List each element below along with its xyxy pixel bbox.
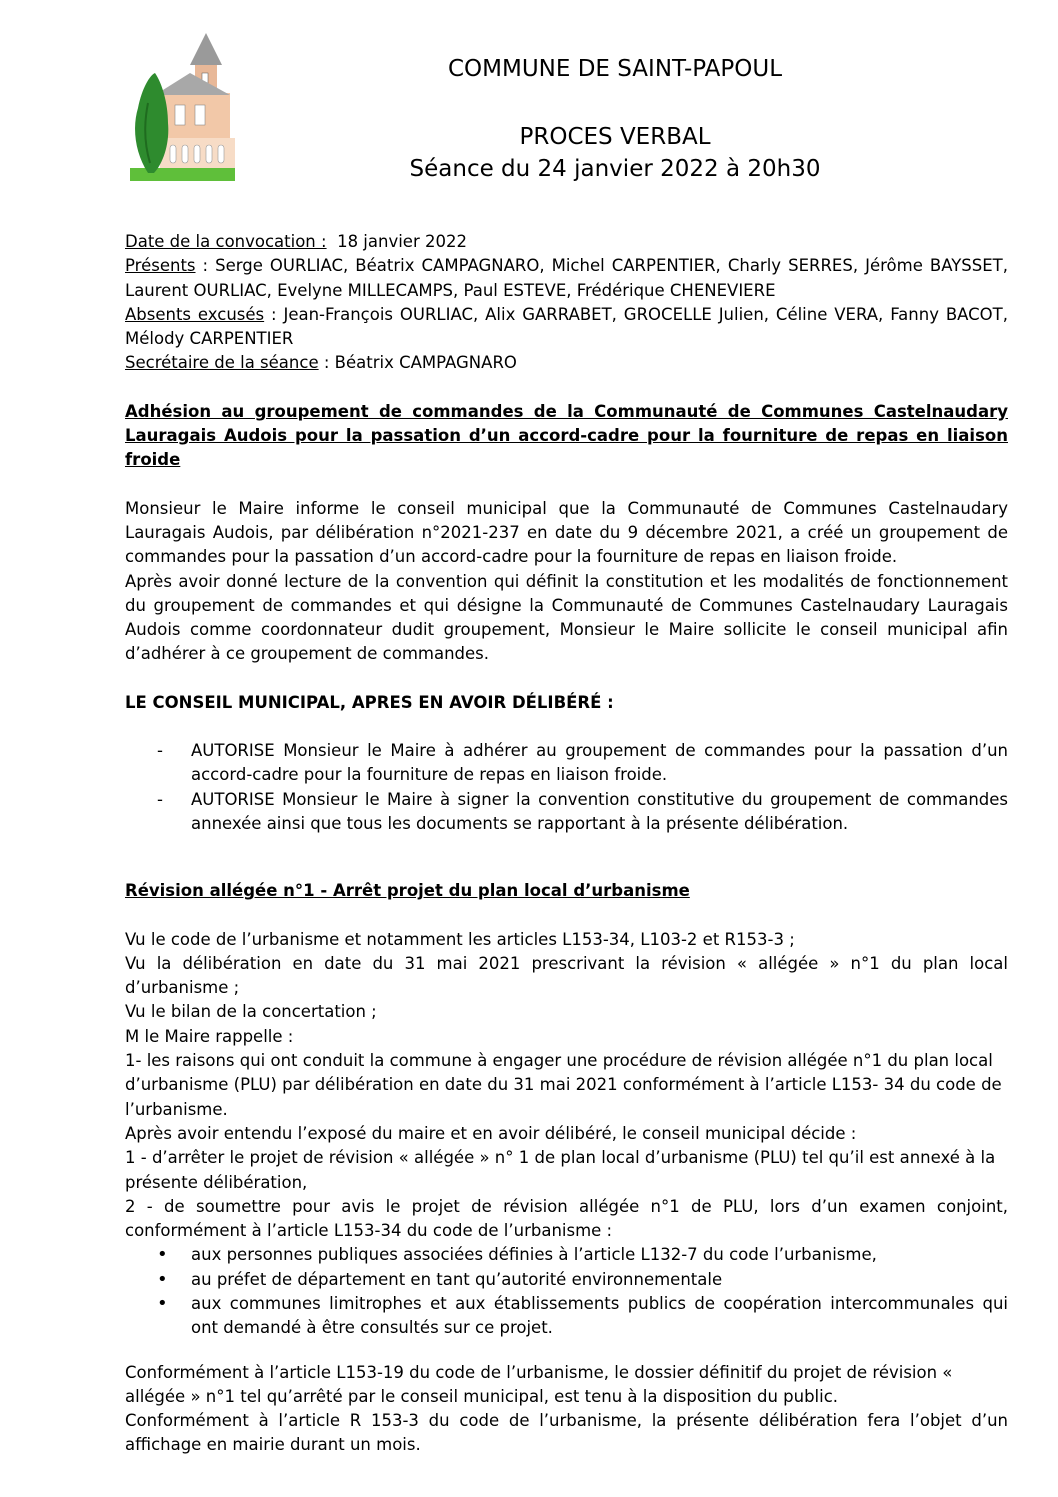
document-body (125, 230, 1008, 1458)
absents-label: Absents excusés (125, 304, 265, 324)
section2-line: 2 - de soumettre pour avis le projet de révision allégée n°1 de PLU, lors d’un examen conjoint, conformément à l’article L153-34 du code de l’urbanisme : (125, 1196, 1008, 1241)
section2-line: Vu la délibération en date du 31 mai 2021 prescrivant la révision « allégée » n°1 du plan local d’urbanisme ; (125, 953, 1008, 998)
secretaire-line (125, 351, 1008, 375)
commune-title: COMMUNE DE SAINT-PAPOUL (447, 56, 783, 82)
document-type-title: PROCES VERBAL (519, 124, 711, 150)
convocation-value: 18 janvier 2022 (326, 232, 467, 251)
section2-line: Vu le code de l’urbanisme et notamment les articles L153-34, L103-2 et R153-3 ; (125, 929, 795, 949)
absents-line (125, 303, 1008, 352)
section2-line: Vu le bilan de la concertation ; (125, 1002, 377, 1022)
section2-closing-paragraph-2: Conformément à l’article R 153-3 du code de l’urbanisme, la présente délibération fera l’objet d’un affichage en mairie durant un mois. (125, 1411, 1008, 1455)
section1-title: Adhésion au groupement de commandes de la Communauté de Communes Castelnaudary Lauragais Audois pour la passation d’un accord-cadre pour la fourniture de repas en liaison froide (125, 401, 1008, 470)
section2-line: Après avoir entendu l’exposé du maire et en avoir délibéré, le conseil municipal décide : (125, 1123, 857, 1143)
list-item: - AUTORISE Monsieur le Maire à adhérer au groupement de commandes pour la passation d’un accord-cadre pour la fourniture de repas en liaison froide. (125, 739, 1008, 788)
secretaire-label: Secrétaire de la séance (125, 353, 319, 373)
absents-value: : Jean-François OURLIAC, Alix GARRABET, GROCELLE Julien, Céline VERA, Fanny BACOT, Mélody CARPENTIER (125, 304, 1008, 349)
section1-paragraph-2: Après avoir donné lecture de la convention qui définit la constitution et les modalités de fonctionnement du groupement de commandes et qui désigne la Communauté de Communes Castelnaudary Lauragais Audois comme coordonnateur dudit groupement, Monsieur le Maire sollicite le conseil municipal afin d’adhérer à ce groupement de commandes. (125, 571, 1008, 664)
section2-line: 1- les raisons qui ont conduit la commune à engager une procédure de révision allégée n°1 du plan local d’urbanisme (PLU) par délibération en date du 31 mai 2021 conformément à l’article L153- 34 du code de l’urbanisme. (125, 1051, 1002, 1119)
list-item: • aux personnes publiques associées définies à l’article L132-7 du code l’urbanisme, (125, 1243, 1008, 1267)
section2-title: Révision allégée n°1 - Arrêt projet du plan local d’urbanisme (125, 881, 690, 901)
convocation-line (125, 230, 1008, 254)
list-item: • au préfet de département en tant qu’autorité environnementale (125, 1268, 1008, 1292)
section2-bullet-list (125, 1243, 1008, 1340)
list-item: - AUTORISE Monsieur le Maire à signer la convention constitutive du groupement de commandes annexée ainsi que tous les documents se rapportant à la présente délibération. (125, 788, 1008, 837)
presents-label: Présents (125, 256, 196, 276)
section2-line: M le Maire rappelle : (125, 1026, 294, 1046)
list-item: • aux communes limitrophes et aux établissements publics de coopération intercommunales qui ont demandé à être consultés sur ce projet. (125, 1292, 1008, 1341)
section1-decision-list (125, 739, 1008, 836)
secretaire-value: : Béatrix CAMPAGNARO (318, 353, 517, 373)
section2-closing-paragraph-1: Conformément à l’article L153-19 du code de l’urbanisme, le dossier définitif du projet de révision « allégée » n°1 tel qu’arrêté par le conseil municipal, est tenu à la disposition du public. (125, 1362, 953, 1406)
section1-paragraph-1: Monsieur le Maire informe le conseil municipal que la Communauté de Communes Castelnaudary Lauragais Audois, par délibération n°2021-237 en date du 9 décembre 2021, a créé un groupement de commandes pour la passation d’un accord-cadre pour la fourniture de repas en liaison froide. (125, 498, 1008, 567)
section2-line: 1 - d’arrêter le projet de révision « allégée » n° 1 de plan local d’urbanisme (PLU) tel qu’il est annexé à la présente délibération, (125, 1148, 996, 1192)
presents-value: : Serge OURLIAC, Béatrix CAMPAGNARO, Michel CARPENTIER, Charly SERRES, Jérôme BAYSSET, Laurent OURLIAC, Evelyne MILLECAMPS, Paul ESTEVE, Frédérique CHENEVIERE (125, 256, 1008, 300)
church-logo (130, 33, 235, 181)
presents-line (125, 254, 1008, 303)
section1-decision-heading: LE CONSEIL MUNICIPAL, APRES EN AVOIR DÉLIBÉRÉ : (125, 692, 614, 712)
seance-date: Séance du 24 janvier 2022 à 20h30 (409, 156, 821, 182)
convocation-label: Date de la convocation : (125, 232, 327, 251)
